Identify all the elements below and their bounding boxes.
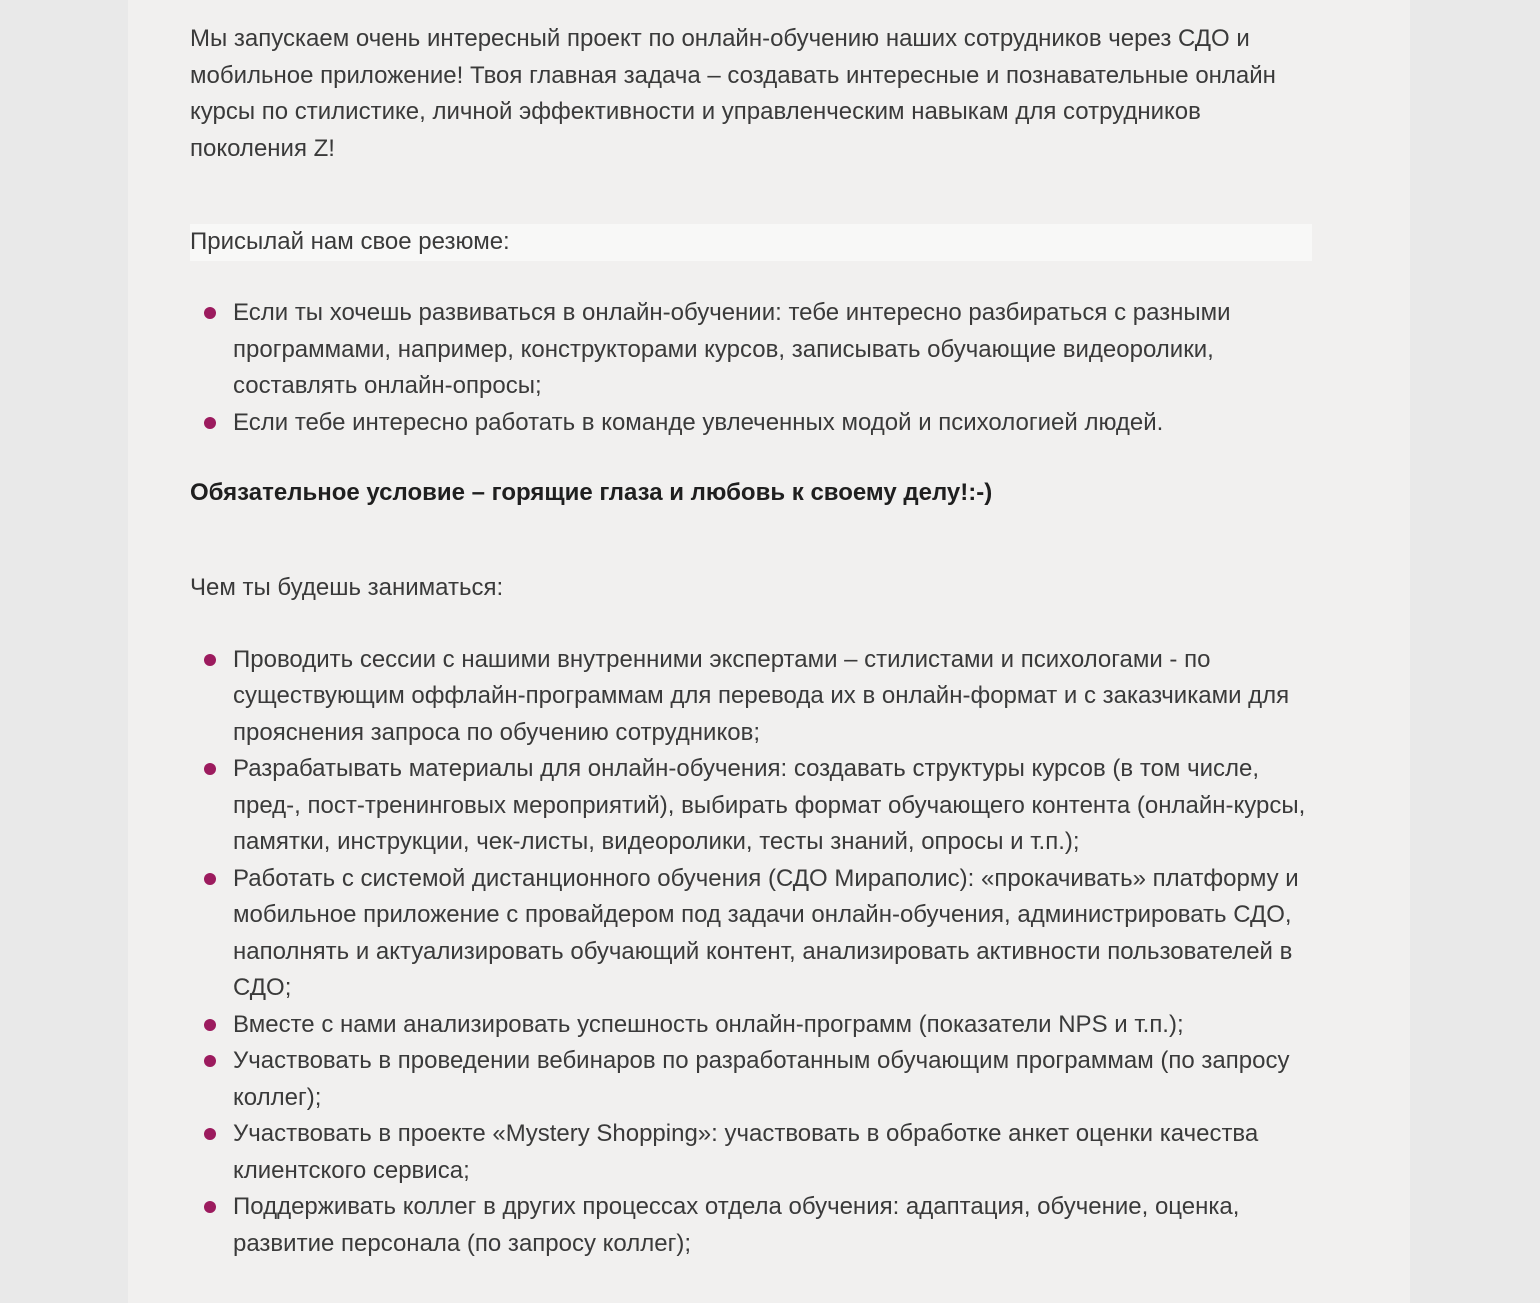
resume-heading: Присылай нам свое резюме: <box>190 224 1312 261</box>
content-panel <box>128 0 1410 1303</box>
bullet-icon <box>204 763 216 775</box>
list-item-text: Поддерживать коллег в других процессах отдела обучения: адаптация, обучение, оценка, развитие персонала (по запросу коллег); <box>233 1193 1240 1257</box>
list-item <box>190 1043 1312 1116</box>
bullet-icon <box>204 1201 216 1213</box>
list-item-text: Участвовать в проведении вебинаров по разработанным обучающим программам (по запросу коллег); <box>233 1047 1290 1111</box>
list-item-text: Вместе с нами анализировать успешность онлайн-программ (показатели NPS и т.п.); <box>233 1010 1184 1038</box>
bullet-icon <box>204 1128 216 1140</box>
bullet-icon <box>204 417 216 429</box>
tasks-heading: Чем ты будешь заниматься: <box>190 573 504 601</box>
list-item <box>190 1116 1312 1189</box>
job-description <box>190 21 1312 1262</box>
bullet-icon <box>204 873 216 885</box>
list-item-text: Работать с системой дистанционного обучения (СДО Мираполис): «прокачивать» платформу и мобильное приложение с провайдером под задачи онлайн-обучения, администрировать СДО, наполнять и актуализировать обучающий контент, анализировать активности пользователей в СДО; <box>233 864 1299 1001</box>
list-item-text: Разрабатывать материалы для онлайн-обучения: создавать структуры курсов (в том числе, пред-, пост-тренинговых мероприятий), выбирать формат обучающего контента (онлайн-курсы, памятки, инструкции, чек-листы, видеоролики, тесты знаний, опросы и т.п.); <box>233 755 1306 855</box>
bullet-icon <box>204 1019 216 1031</box>
intro-paragraph: Мы запускаем очень интересный проект по онлайн-обучению наших сотрудников через СДО и мобильное приложение! Твоя главная задача – создавать интересные и познавательные онлайн курсы по стилистике, личной эффективности и управленческим навыкам для сотрудников поколения Z! <box>190 25 1276 162</box>
list-item <box>190 295 1312 405</box>
list-item <box>190 1007 1312 1044</box>
resume-bullet-list <box>190 295 1312 441</box>
list-item <box>190 751 1312 861</box>
bullet-icon <box>204 1055 216 1067</box>
list-item <box>190 642 1312 752</box>
list-item-text: Проводить сессии с нашими внутренними экспертами – стилистами и психологами - по существующим оффлайн-программам для перевода их в онлайн-формат и с заказчиками для прояснения запроса по обучению сотрудников; <box>233 645 1290 746</box>
list-item-text: Если тебе интересно работать в команде увлеченных модой и психологией людей. <box>233 408 1164 436</box>
bullet-icon <box>204 307 216 319</box>
condition-bold-line: Обязательное условие – горящие глаза и любовь к своему делу!:-) <box>190 478 993 506</box>
list-item <box>190 861 1312 1007</box>
list-item-text: Если ты хочешь развиваться в онлайн-обучении: тебе интересно разбираться с разными программами, например, конструкторами курсов, записывать обучающие видеоролики, составлять онлайн-опросы; <box>233 299 1231 399</box>
bullet-icon <box>204 654 216 666</box>
list-item <box>190 1189 1312 1262</box>
tasks-bullet-list <box>190 642 1312 1263</box>
list-item <box>190 405 1312 442</box>
list-item-text: Участвовать в проекте «Mystery Shopping»: участвовать в обработке анкет оценки качества клиентского сервиса; <box>233 1120 1259 1184</box>
